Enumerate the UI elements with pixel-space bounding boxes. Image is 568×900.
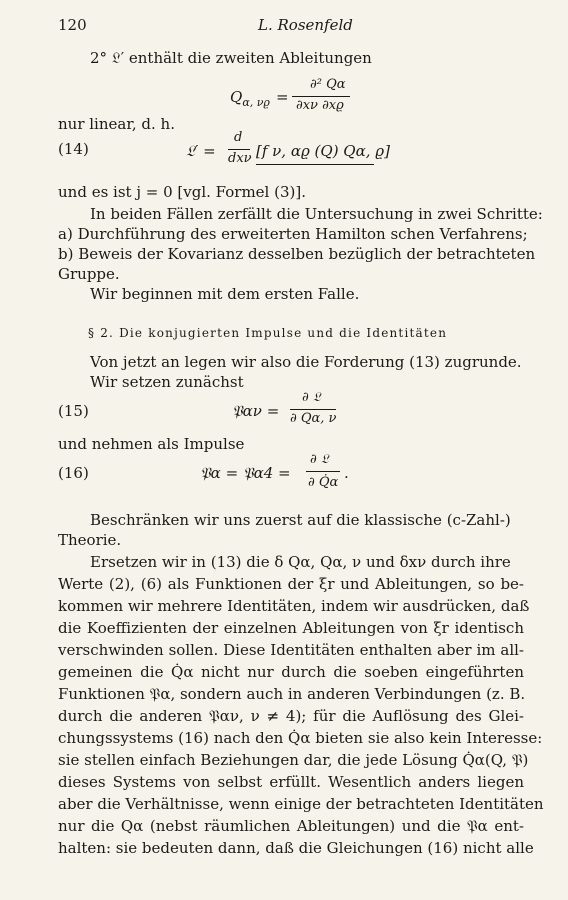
- paragraph-line: Werte (2), (6) als Funktionen der ξr und Ableitungen, so be-: [58, 575, 524, 593]
- paragraph-line: sie stellen einfach Beziehungen dar, die jede Lösung Q̇α(Q, 𝔓): [58, 751, 529, 769]
- eq15-lhs: 𝔓αν =: [232, 402, 280, 420]
- eq14-denominator: dxν: [228, 151, 252, 166]
- paragraph-line: aber die Verhältnisse, wenn einige der betrachteten Identitäten: [58, 795, 544, 813]
- paragraph-line: a) Durchführung des erweiterten Hamilton schen Verfahrens;: [58, 225, 528, 243]
- paragraph-line: Wir beginnen mit dem ersten Falle.: [90, 285, 360, 303]
- paragraph-line: die Koeffizienten der einzelnen Ableitungen von ξr identisch: [58, 619, 524, 637]
- paragraph-line: Von jetzt an legen wir also die Forderung (13) zugrunde.: [90, 353, 522, 371]
- eq14-numerator: d: [234, 130, 243, 145]
- paragraph-line: Ersetzen wir in (13) die δ Qα, Qα, ν und δxν durch ihre: [90, 553, 511, 571]
- running-title: L. Rosenfeld: [258, 16, 353, 34]
- eq15-numerator: ∂ 𝔏: [302, 390, 321, 405]
- paragraph-line: gemeinen die Q̇α nicht nur durch die soeben eingeführten: [58, 663, 524, 681]
- text-nur-linear: nur linear, d. h.: [58, 115, 175, 133]
- paragraph-line: kommen wir mehrere Identitäten, indem wir ausdrücken, daß: [58, 597, 530, 615]
- fraction-bar: [306, 471, 340, 472]
- section-heading: § 2. Die konjugierten Impulse und die Identitäten: [88, 326, 448, 340]
- fraction-bar: [292, 96, 350, 97]
- eq16-label: (16): [58, 464, 89, 482]
- eq16-numerator: ∂ 𝔏: [310, 452, 329, 467]
- paragraph-line: In beiden Fällen zerfällt die Untersuchung in zwei Schritte:: [90, 205, 543, 223]
- paragraph-line: durch die anderen 𝔓αν, ν ≠ 4); für die Auflösung des Glei-: [58, 707, 524, 725]
- paragraph-line: halten: sie bedeuten dann, daß die Gleichungen (16) nicht alle: [58, 839, 534, 857]
- eq16-lhs: 𝔓α = 𝔓α4 =: [200, 464, 291, 482]
- eq14-rhs: [f ν, αϱ (Q) Qα, ϱ]: [256, 142, 390, 160]
- eq-q-denominator: ∂xν ∂xϱ: [296, 98, 344, 113]
- paragraph-line: Funktionen 𝔓α, sondern auch in anderen Verbindungen (z. B.: [58, 685, 526, 703]
- intro-line: 2° 𝔏′ enthält die zweiten Ableitungen: [90, 49, 372, 67]
- page-header: [58, 16, 524, 36]
- paragraph-line: dieses Systems von selbst erfüllt. Wesentlich anders liegen: [58, 773, 524, 791]
- paragraph-line: chungssystems (16) nach den Q̇α bieten sie also kein Interesse:: [58, 729, 543, 747]
- paragraph-line: nur die Qα (nebst räumlichen Ableitungen) und die 𝔓α ent-: [58, 817, 524, 835]
- paragraph-line: Wir setzen zunächst: [90, 373, 244, 391]
- paragraph-line: Gruppe.: [58, 265, 120, 283]
- fraction-bar: [290, 409, 336, 410]
- text-und-nehmen: und nehmen als Impulse: [58, 435, 245, 453]
- fraction-bar: [228, 149, 250, 150]
- paragraph-line: Theorie.: [58, 531, 122, 549]
- paragraph-line: Beschränken wir uns zuerst auf die klassische (c-Zahl-): [90, 511, 511, 529]
- eq16-denominator: ∂ Q̇α: [308, 475, 339, 490]
- eq-q-numerator: ∂² Qα: [310, 77, 346, 92]
- underline: [256, 164, 374, 165]
- page-number: 120: [58, 16, 87, 34]
- book-page: 120 L. Rosenfeld 2° 𝔏′ enthält die zweiten Ableitungen $Q_{\alpha, \nu ϱ}$ = ∂² Qα ∂xν ∂xϱ nur linear, d. h. (14) 𝔏′ = d dxν [f ν, αϱ (Q) Qα, ϱ] und es ist j = 0 [vgl. Formel (3)]. In beiden Fällen zerfällt die Untersuchung in zwei Schritte: a) Durchführung des erweiterten Hamilton schen Verfahrens; b) Beweis der Kovarianz desselben bezüglich der betrachteten Gruppe. Wir beginnen mit dem ersten Falle. § 2. Die konjugierten Impulse und die Identitäten Von jetzt an legen wir also die Forderung (13) zugrunde. Wir setzen zunächst (15) 𝔓αν = ∂ 𝔏 ∂ Qα, ν und nehmen als Impulse (16) 𝔓α = 𝔓α4 = ∂ 𝔏 ∂ Q̇α . Beschränken wir uns zuerst auf die klassische (c-Zahl-) Theorie. Ersetzen wir in (13) die δ Qα, Qα, ν und δxν durch ihre Werte (2), (6) als Funktionen der ξr und Ableitungen, so be- kommen wir mehrere Identitäten, indem wir ausdrücken, daß die Koeffizienten der einzelnen Ableitungen von ξr identisch verschwinden sollen. Diese Identitäten enthalten aber im all- gemeinen die Q̇α nicht nur durch die soeben eingeführten Funktionen 𝔓α, sondern auch in anderen Verbindungen (z. B. durch die anderen 𝔓αν, ν ≠ 4); für die Auflösung des Glei- chungssystems (16) nach den Q̇α bieten sie also kein Interesse: sie stellen einfach Beziehungen dar, die jede Lösung Q̇α(Q, 𝔓) dieses Systems von selbst erfüllt. Wesentlich anders liegen aber die Verhältnisse, wenn einige der betrachteten Identitäten nur die Qα (nebst räumlichen Ableitungen) und die 𝔓α ent- halten: sie bedeuten dann, daß die Gleichungen (16) nicht alle: [58, 16, 544, 857]
- eq14-label: (14): [58, 140, 89, 158]
- text-und-es-ist: und es ist j = 0 [vgl. Formel (3)].: [58, 183, 306, 201]
- eq15-label: (15): [58, 402, 89, 420]
- paragraph-line: b) Beweis der Kovarianz desselben bezüglich der betrachteten: [58, 245, 536, 263]
- eq15-denominator: ∂ Qα, ν: [290, 411, 337, 426]
- eq-q-lhs: $Q_{\alpha, \nu ϱ}$: [230, 88, 270, 109]
- eq14-lhs: 𝔏′ =: [186, 142, 216, 160]
- paragraph-line: verschwinden sollen. Diese Identitäten enthalten aber im all-: [58, 641, 524, 659]
